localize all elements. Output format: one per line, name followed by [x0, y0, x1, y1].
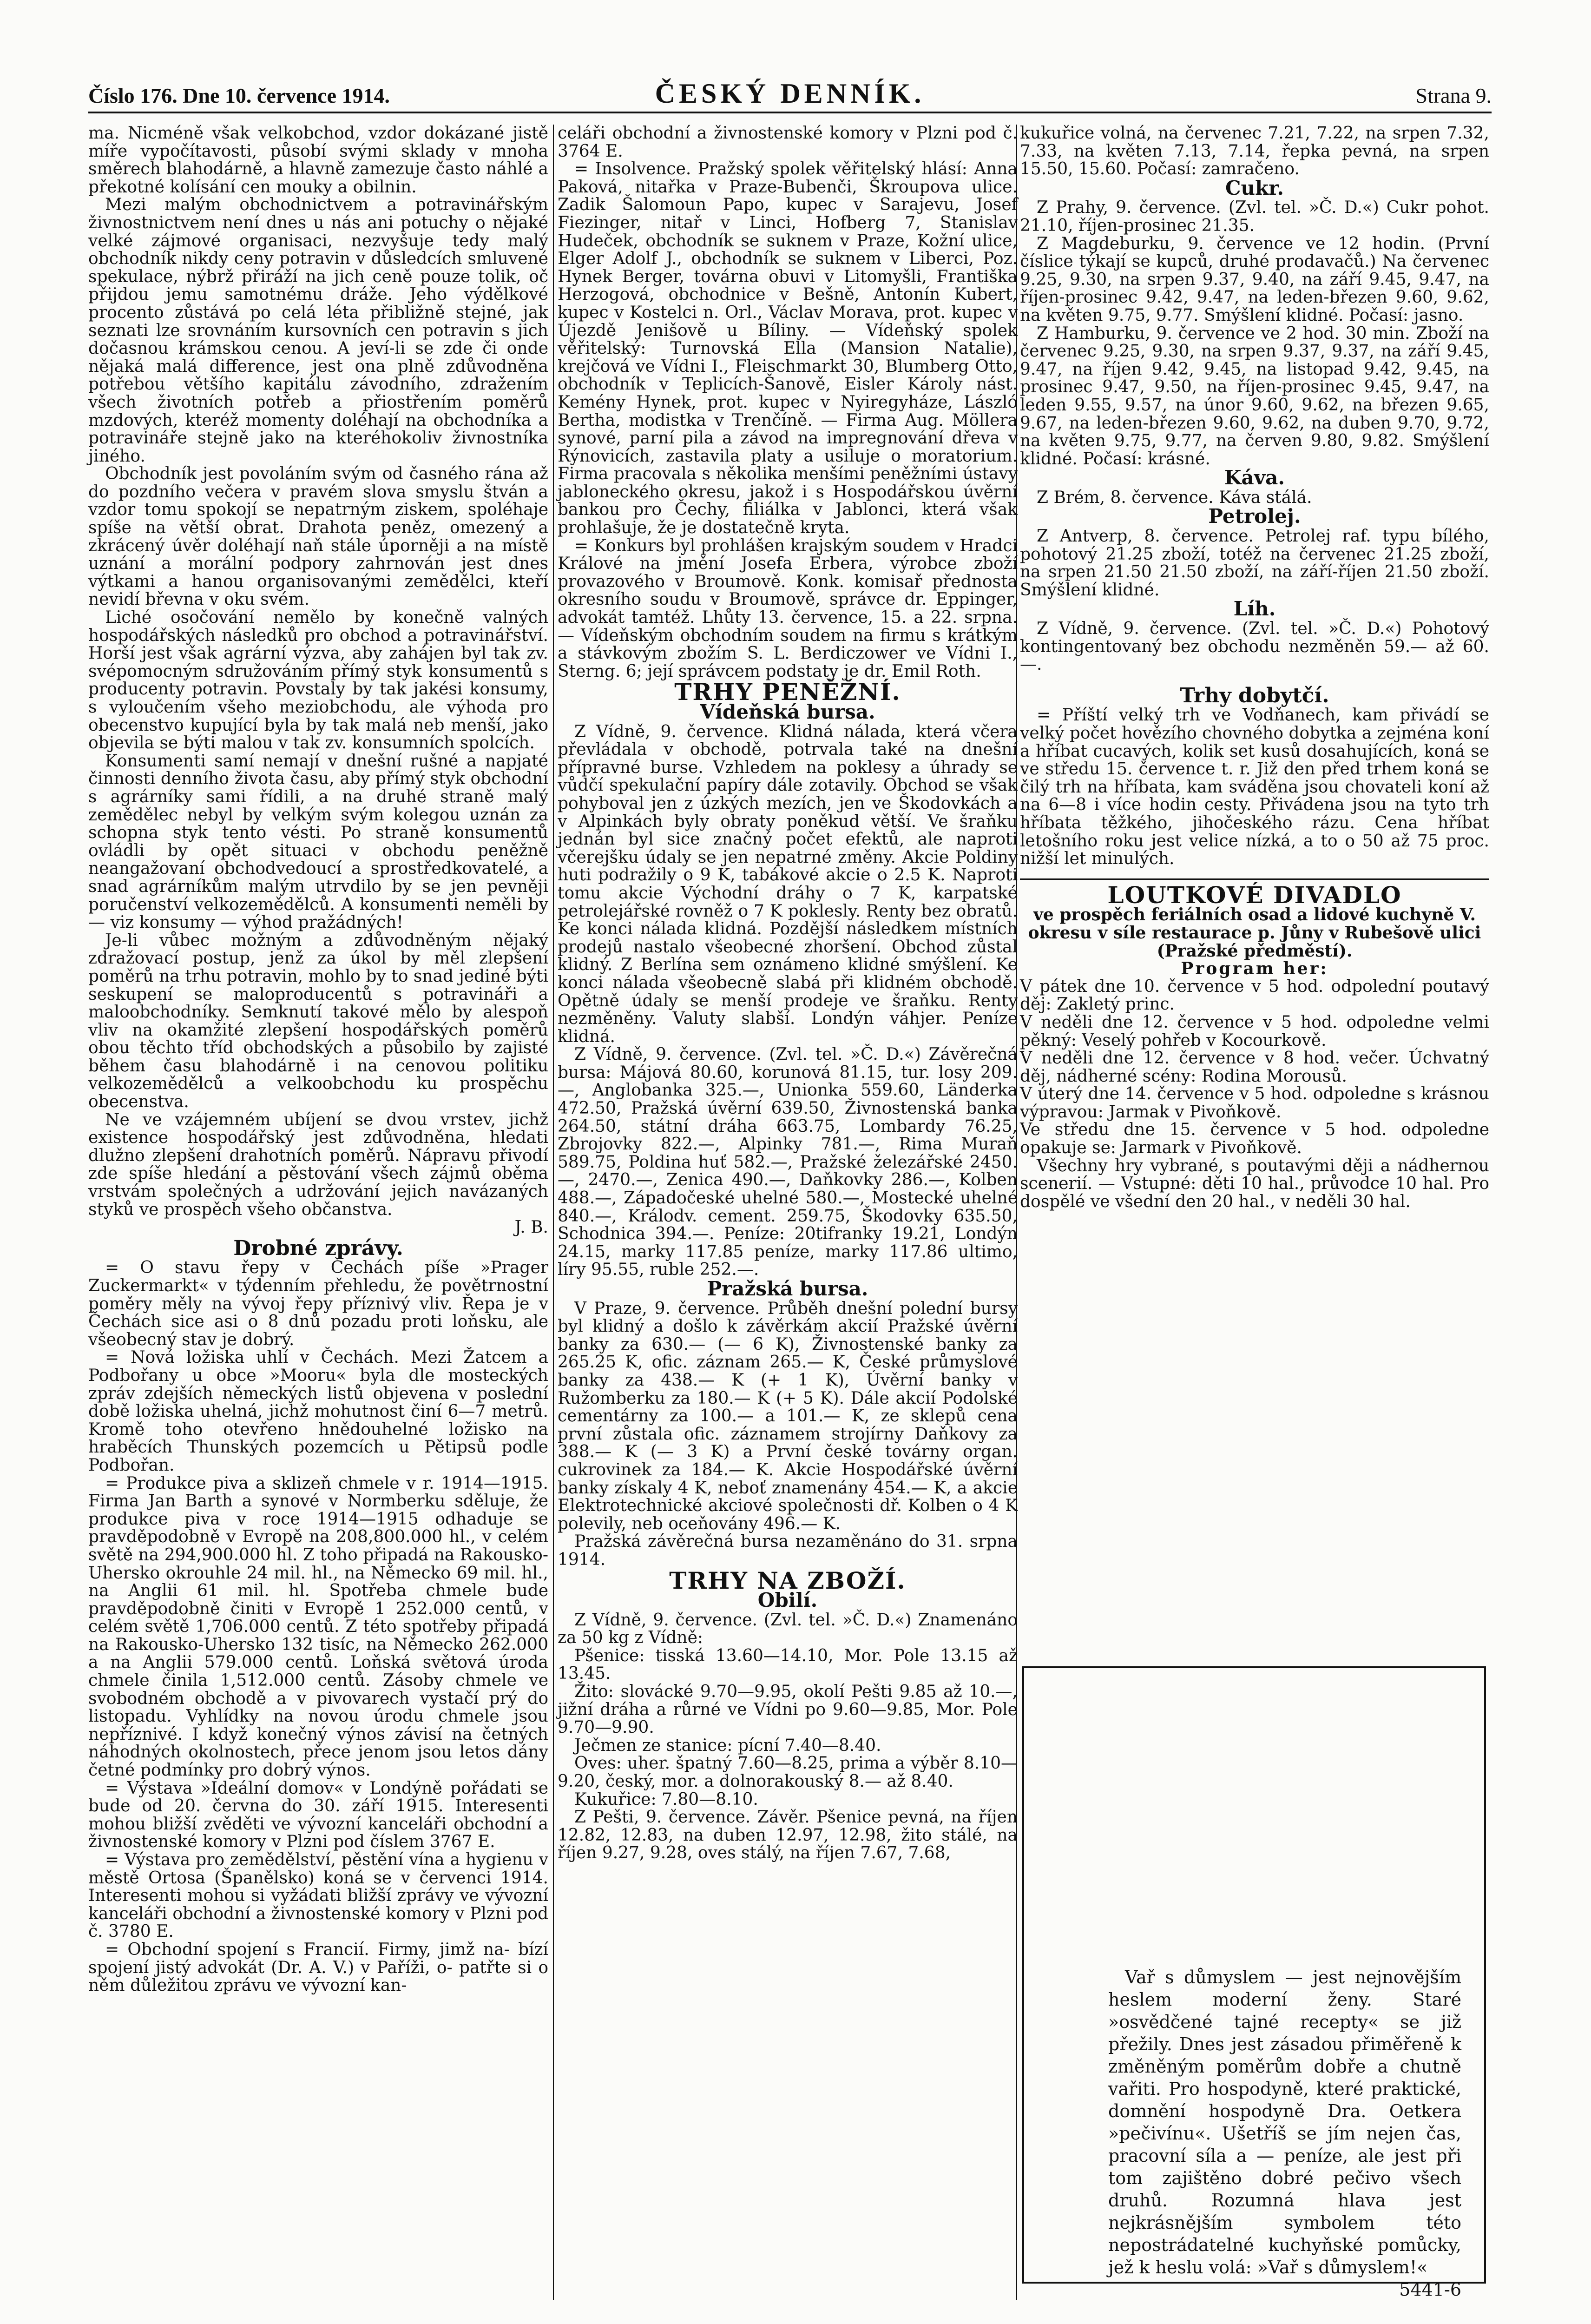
market-report: Z Vídně, 9. července. (Zvl. tel. »Č. D.«) Závěrečná bursa: Májová 80.60, korunová 81.15, tur. losy 209.—, Anglobanka 325.—, Unionka 559.60, Länderka 472.50, Pražská úvěrní 639.50, Živnostenská banka 264.50, státní dráha 663.75, Lombardy 76.25, Zbrojovky 822.—, Alpinky 781.—, Rima Muraň 589.75, Poldina huť 582.—, Pražské železářské 2450.—, 2470.—, Zenica 490.—, Daňkovky 286.—, Kolben 488.—, Západočeské uhelné 580.—, Mostecké uhelné 840.—, Králodv. cement. 259.75, Škodovky 635.50, Schodnica 394.—. Peníze: 20tifranky 19.21, Londýn 24.15, marky 117.85 peníze, marky 117.86 ultimo, líry 95.55, ruble 252.—. — [558, 1045, 1018, 1280]
ad-subheading: ve prospěch feriálních osad a lidové kuchyně V. okresu v síle restaurace p. Jůny v Rubešově ulici (Pražské předměstí). — [1028, 905, 1481, 961]
column-divider-1 — [553, 125, 554, 2300]
market-report: Žito: slovácké 9.70—9.95, okolí Pešti 9.85 až 10.—, jižní dráha a růrné ve Vídni po 9.60—9.85, Mor. Pole 9.70—9.90. — [558, 1682, 1018, 1737]
article-text: Je-li vůbec možným a zdůvodněným nějaký zdražovací postup, jenž za úkol by měl zlepšení poměrů na trhu potravin, mohlo by to snad jediné býti seskupení se maloproducentů s potravináři a maloobchodníky. Semknutí takové mělo by alespoň vliv na okamžité zlepšení hospodářských poměrů obou těchto tříd obchodských a působilo by zajisté během času blahodárně i na cenovou politiku velkozemědělců a velkoobchodu ku prospěchu obecenstva. — [88, 931, 548, 1112]
section-heading: Drobné zprávy. — [233, 1236, 403, 1260]
program-heading: Program her: — [1181, 959, 1328, 979]
market-report: Pšenice: tisská 13.60—14.10, Mor. Pole 13.15 až 13.45. — [558, 1646, 1018, 1684]
program-item: Všechny hry vybrané, s poutavými ději a nádhernou scenerií. — Vstupné: děti 10 hal., průvodce 10 hal. Pro dospělé ve všední den 20 hal., v neděli 30 hal. — [1020, 1156, 1489, 1211]
ad-divider — [1020, 878, 1489, 880]
program-item: Ve středu dne 15. července v 5 hod. odpoledne opakuje se: Jarmark v Pivoňkově. — [1020, 1120, 1489, 1158]
market-report: Oves: uher. špatný 7.60—8.25, prima a výběr 8.10—9.20, český, mor. a dolnorakouský 8.— až 8.40. — [558, 1754, 1018, 1791]
section-heading: Trhy dobytčí. — [1180, 683, 1329, 707]
market-report: Z Vídně, 9. července. Klidná nálada, která včera převládala v obchodě, potrvala také na dnešní přípravné burse. Vzhledem na poklesy a úhrady se vůdčí spekulační papíry dále zotavily. Obchod se však pohyboval jen z úzkých mezích, jen ve Škodovkách a v Alpinkách byly obraty poněkud větší. Ve šraňku jednán byl sice značný počet efektů, ale naproti včerejšku údaly se jen nepatrné změny. Akcie Poldiny huti podražily o 9 K, tabákové akcie o 2.5 K. Naproti tomu akcie Východní dráhy o 7 K, karpatské petrolejářské rovněž o 7 K poklesly. Renty bez obratů. Ke konci nálada klidná. Pozdější následkem místních prodejů nastalo všeobecné zhoršení. Obchod zůstal klidný. Z Berlína sem oznámeno klidné smýšlení. Ke konci nálada všeobecně slabá při klidném obchodě. Opětně údaly se menší prodeje ve šraňku. Renty nezměněny. Valuty slabší. Londýn váhjer. Peníze klidná. — [558, 722, 1018, 1046]
section-heading: TRHY PENĚŽNÍ. — [674, 678, 901, 706]
subsection-heading: Cukr. — [1225, 176, 1284, 199]
subsection-heading: Pražská bursa. — [707, 1277, 868, 1300]
program-item: V pátek dne 10. července v 5 hod. odpolední poutavý děj: Zakletý princ. — [1020, 977, 1489, 1014]
ad-code: 5441-6 — [1399, 2279, 1461, 2300]
article-text: Liché osočování nemělo by konečně valných hospodářských následků pro obchod a potravinářství. Horší jest však agrární výzva, aby zahájen byl tak zv. svépomocným sdružováním přímý styk konsumentů s producenty potravin. Povstaly by tak jakési konsumy, s vyloučením všeho meziobchodu, ale výhoda pro obecenstvo kupující byla by tak malá neb menší, jako objevila se býti malou v tak zv. konsumních spolcích. — [88, 608, 548, 753]
market-report: Z Pešti, 9. července. Závěr. Pšenice pevná, na říjen 12.82, 12.83, na duben 12.97, 12.98, žito stálé, na říjen 9.27, 9.28, oves stálý, na říjen 7.67, 7.68, — [558, 1808, 1018, 1863]
issue-info: Číslo 176. Dne 10. července 1914. — [88, 84, 390, 107]
market-report: Z Antverp, 8. července. Petrolej raf. typu bílého, pohotový 21.25 zboží, totéž na červenec 21.25 zboží, na srpen 21.50 21.50 zboží, na září-říjen 21.50 zboží. Smýšlení klidné. — [1020, 527, 1489, 600]
market-report: Z Vídně, 9. července. (Zvl. tel. »Č. D.«) Pohotový kontingentovaný bez obchodu nezměněn 59.— až 60.—. — [1020, 619, 1489, 674]
news-item: = Výstava »Ideální domov« v Londýně pořádati se bude od 20. června do 30. září 1915. Interesenti mohou bližší zvěděti ve vývozní kanceláři obchodní a živnostenské komory v Plzni pod číslem 3767 E. — [88, 1778, 548, 1852]
program-item: V úterý dne 14. července v 5 hod. odpoledne s krásnou výpravou: Jarmak v Pivoňkově. — [1020, 1084, 1489, 1122]
program-item: V neděli dne 12. července v 5 hod. odpoledne velmi pěkný: Veselý pohřeb v Kocourkově. — [1020, 1012, 1489, 1050]
article-text: Konsumenti samí nemají v dnešní rušné a napjaté činnosti denního života času, aby přímý styk obchodní s agrárníky sami řídili, a na druhé straně malý zemědělec nebyl by velkým svým kolegou uznán za schopna styk tento vésti. Po straně konsumentů ovládli by opět situaci v obchodu peněžně neangažovaní obchodvedoucí a sprostředkovatelé, a snad agrárníkům malým utrvdilo by se jen pevněji poručenství velkozemědělců. A konsumenti neměli by — viz konsumy — výhod pražádných! — [88, 751, 548, 932]
news-item: = O stavu řepy v Čechách píše »Prager Zuckermarkt« v týdenním přehledu, že povětrnostní poměry měly na vývoj řepy příznivý vliv. Řepa je v Čechách sice asi o 8 dnů pozadu proti loňsku, ale všeobecný stav je dobrý. — [88, 1258, 548, 1349]
news-item: = Výstava pro zemědělství, pěstění vína a hygienu v městě Ortosa (Španělsko) koná se v červenci 1914. Interesenti mohou si vyžádati bližší zprávy ve vývozní kanceláři obchodní a živnostenské komory v Plzni pod č. 3780 E. — [88, 1850, 548, 1941]
subsection-heading: Káva. — [1224, 466, 1285, 489]
market-report: Z Brém, 8. července. Káva stálá. — [1037, 488, 1312, 507]
section-heading: TRHY NA ZBOŽÍ. — [669, 1566, 906, 1594]
news-item: = Produkce piva a sklizeň chmele v r. 1914—1915. Firma Jan Barth a synové v Normberku sděluje, že produkce piva v roce 1914—1915 odhaduje se pravděpodobně v Evropě na 208,800.000 hl., v celém světě na 294,900.000 hl. Z toho připadá na Rakousko-Uhersko okrouhle 24 mil. hl., na Německo 69 mil. hl., na Anglii 61 mil. hl. Spotřeba chmele bude pravděpodobně činiti v Evropě 1 252.000 centů, v celém světě 1,706.000 centů. Z této spotřeby připadá na Rakousko-Uhersko 132 tisíc, na Německo 262.000 a na Anglii 579.000 centů. Loňská světová úroda chmele činila 1,512.000 centů. Zásoby chmele ve svobodném obchodě a v pivovarech vystačí prý do listopadu. Vyhlídky na novou úrodu chmele jsou nepříznivé. I když konečný výnos závisí na četných náhodných okolnostech, přece jenom jsou letos dány četné podmínky pro dobrý výnos. — [88, 1473, 548, 1780]
news-item: = Nová ložiska uhlí v Čechách. Mezi Žatcem a Podbořany u obce »Mooru« byla dle mosteckých zpráv zdejších německých listů objevena v poslední době ložiska uhelná, jichž mohutnost činí 6—7 metrů. Kromě toho otevřeno hnědouhelné ložisko na hraběcích Thunských pozemcích u Pětipsů podle Podbořan. — [88, 1348, 548, 1475]
market-report: kukuřice volná, na červenec 7.21, 7.22, na srpen 7.32, 7.33, na květen 7.13, 7.14, řepka pevná, na srpen 15.50, 15.60. Počasí: zamračeno. — [1020, 124, 1489, 179]
market-report: = Příští velký trh ve Vodňanech, kam přivádí se velký počet hovězího chovného dobytka a zejména koní a hříbat cucavých, kolik set kusů dosahujících, koná se ve středu 15. července t. r. Již den před trhem koná se čilý trh na hříbata, kam sváděna jsou chovateli koní až na 6—8 i více hodin cesty. Přivádena jsou na tyto trh hříbata těžkého, jihočeského rázu. Cena hříbat letošního roku jest velice nízká, a to o 50 až 75 proc. nižší let minulých. — [1020, 706, 1489, 869]
subsection-heading: Vídeňská bursa. — [700, 700, 875, 723]
market-report: Ječmen ze stanice: pícní 7.40—8.40. — [574, 1736, 881, 1755]
page-number: Strana 9. — [1415, 84, 1492, 107]
article-signature: J. B. — [514, 1218, 548, 1237]
column-1 — [88, 125, 548, 1995]
column-2 — [558, 125, 1018, 1862]
news-item: = Konkurs byl prohlášen krajským soudem v Hradci Králové na jmění Josefa Erbera, výrobce zboží provazového v Broumově. Konk. komisař přednosta okresního soudu v Broumově, správce dr. Eppinger, advokát tamtéž. Lhůty 13. července, 15. a 22. srpna. — Vídeňským obchodním soudem na firmu s krátkým a stávkovým zbožím S. L. Berdiczower ve Vídni I., Sterng. 6; její správcem podstaty je dr. Emil Roth. — [558, 536, 1018, 681]
market-report: Pražská závěrečná bursa nezaměnáno do 31. srpna 1914. — [558, 1532, 1018, 1569]
ad-body: Vař s důmyslem — jest nejnovějším heslem moderní ženy. Staré »osvědčené tajné recepty« se již přežily. Dnes jest zásadou přiměřeně k změněným poměrům dobře a chutně vařiti. Pro hospodyně, které praktické, domnění hospodyně Dra. Oetkera »pečivínu«. Ušetříš se jím nejen čas, pracovní síla a — peníze, ale jest při tom zajištěno dobré pečivo všech druhů. Rozumná hlava jest nejkrásnějším symbolem této nepostrádatelné kuchyňské pomůcky, jež k heslu volá: »Vař s důmyslem!« — [1108, 1967, 1461, 2278]
market-report: Z Vídně, 9. července. (Zvl. tel. »Č. D.«) Znamenáno za 50 kg z Vídně: — [558, 1610, 1018, 1648]
market-report: V Praze, 9. července. Průběh dnešní polední bursy byl klidný a došlo k závěrkám akcií Pražské úvěrní banky za 630.— (— 6 K), Živnostenské banky za 265.25 K, ofic. záznam 265.— K, České průmyslové banky za 438.— K (+ 1 K), Úvěrní banky v Ružomberku za 180.— K (+ 5 K). Dále akcií Podolské cementárny za 100.— a 101.— K, ze sklepů cena první zůstala ofic. záznamem strojírny Daňkovy za 388.— K (— 3 K) a První české továrny organ. cukrovinek za 184.— K. Akcie Hospodářské úvěrní banky získaly 4 K, neboť znamenány 454.— K, a akcie Elektrotechnické akciové společnosti dř. Kolben o 4 K polevily, neb oceňovány 496.— K. — [558, 1299, 1018, 1533]
subsection-heading: Obilí. — [757, 1589, 818, 1612]
news-item: celáři obchodní a živnostenské komory v Plzni pod č. 3764 E. — [558, 124, 1018, 161]
market-report: Z Prahy, 9. července. (Zvl. tel. »Č. D.«) Cukr pohot. 21.10, říjen-prosinec 21.35. — [1020, 198, 1489, 235]
article-text: ma. Nicméně však velkobchod, vzdor dokázané jistě míře vypočítavosti, působí svými sklady v mnoha směrech blahodárně, a hlavně zamezuje často náhlé a překotné kolísání cen mouky a obilnin. — [88, 124, 548, 197]
news-item: = Insolvence. Pražský spolek věřitelský hlásí: Anna Paková, nitařka v Praze-Bubenči, Škroupova ulice. Zadik Šalomoun Papo, kupec v Sarajevu, Josef Fiezinger, nitař v Linci, Hofberg 7, Stanislav Hudeček, obchodník se suknem v Praze, Kožní ulice, Elger Adolf J., obchodník se suknem v Liberci, Poz. Hynek Berger, továrna obuvi v Litomyšli, Františka Herzogová, obchodnice v Bešně, Antonín Kubert, kupec v Kostelci n. Orl., Václav Morava, prot. kupec v Újezdě Jenišově u Bíliny. — Vídeňský spolek věřitelský: Turnovská Ella (Mansion Natalie), krejčová ve Vídni I., Fleischmarkt 30, Blumberg Otto, obchodník v Teplicích-Šanově, Eisler Károly nást. Kemény Hynek, prot. kupec v Nyiregyháze, László Bertha, modistka v Trenčíně. — Firma Aug. Möllera synové, parní pila a závod na impregnování dřeva v Rýnovicích, zastavila platy a usiluje o moratorium. Firma pracovala s několika menšími peněžními ústavy jabloneckého okresu, jakož i s Hospodářskou úvěrní bankou pro Čechy, filiálka v Jablonci, která však prohlašuje, že je dostatečně kryta. — [558, 159, 1018, 538]
newspaper-title: ČESKÝ DENNÍK. — [655, 78, 925, 109]
subsection-heading: Petrolej. — [1208, 505, 1301, 528]
column-3 — [1020, 125, 1489, 1211]
market-report: Z Magdeburku, 9. července ve 12 hodin. (První číslice týkají se kupců, druhé prodavačů.) Na červenec 9.25, 9.30, na srpen 9.37, 9.40, na září 9.45, 9.47, na říjen-prosinec 9.42, 9.47, na leden-březen 9.60, 9.62, na květen 9.75, 9.77. Smýšlení klidné. Počasí: jasno. — [1020, 234, 1489, 325]
news-item: = Obchodní spojení s Francií. Firmy, jimž na- bízí spojení jistý advokát (Dr. A. V.) v Paříži, o- patřte si o něm důležitou zprávu ve vývozní kan- — [88, 1940, 548, 1995]
market-report: Kukuřice: 7.80—8.10. — [574, 1789, 758, 1809]
advertisement-text — [1108, 1966, 1461, 2301]
program-item: V neděli dne 12. července v 8 hod. večer. Úchvatný děj, nádherné scény: Rodina Morousů. — [1020, 1049, 1489, 1086]
subsection-heading: Líh. — [1233, 597, 1276, 621]
market-report: Z Hamburku, 9. července ve 2 hod. 30 min. Zboží na červenec 9.25, 9.30, na srpen 9.37, 9.37, na září 9.45, 9.47, na říjen 9.42, 9.45, na listopad 9.42, 9.45, na prosinec 9.47, 9.50, na říjen-prosinec 9.45, 9.47, na leden 9.55, 9.57, na únor 9.60, 9.62, na březen 9.65, 9.67, na leden-březen 9.60, 9.62, na duben 9.70, 9.72, na květen 9.75, 9.77, na červen 9.80, 9.82. Smýšlení klidné. Počasí: krásné. — [1020, 324, 1489, 469]
article-text: Mezi malým obchodnictvem a potravinářským živnostnictvem není dnes u nás ani potuchy o nějaké velké zájmové organisaci, nezvyšuje tedy malý obchodník nikdy ceny potravin v důsledcích smluvené spekulace, nýbrž přiráží na jich ceně pouze tolik, oč přijdou jemu samotnému dráže. Jeho výdělkové procento zůstává po celá léta přibližně stejné, jak seznati lze srovnáním kursovních cen potravin s jich dočasnou krámskou cenou. A jeví-li se zde či onde nějaká malá difference, jest ona plně zdůvodněna potřebou většího kapitálu závodního, zdražením všech životních potřeb a přiostřením poměrů mzdových, kteréž momenty doléhají na obchodníka a potravináře stejně jako na kteréhokoliv živnostníka jiného. — [88, 195, 548, 466]
page-header — [88, 79, 1492, 113]
article-text: Obchodník jest povoláním svým od časného rána až do pozdního večera v pravém slova smyslu štván a vzdor tomu spokojí se nepatrným ziskem, spoléhaje spíše na větší obrat. Drahota peněz, omezený a zkrácený úvěr doléhají naň stále úporněji a na místě uznání a morální podpory zahrnován jest dnes výtkami a hanou organisovanými zemědělci, kteří nevidí břevna v oku svém. — [88, 464, 548, 609]
ad-heading: LOUTKOVÉ DIVADLO — [1107, 881, 1402, 909]
article-text: Ne ve vzájemném ubíjení se dvou vrstev, jichž existence hospodářský jest zdůvodněna, hledati dlužno zlepšení drahotních poměrů. Nápravu přivodí zde spíše hledání a pěstování všech zájmů oběma vrstvám společných a udržování jejich navázaných styků ve prospěch všeho občanstva. — [88, 1110, 548, 1219]
